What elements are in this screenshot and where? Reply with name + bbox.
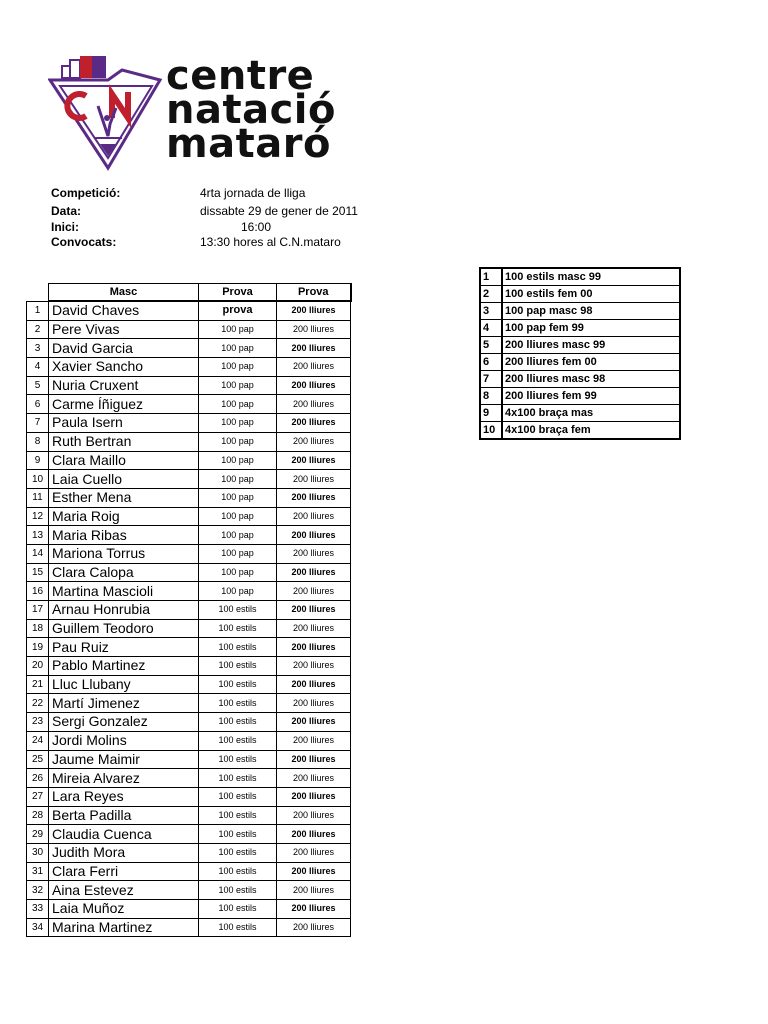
event-label: 4x100 braça mas [502,405,680,422]
swimmer-name: Pablo Martinez [49,657,199,676]
event-2: 200 lliures [277,488,351,507]
swimmer-name: Judith Mora [49,843,199,862]
row-number: 22 [27,694,49,713]
event-2: 200 lliures [277,526,351,545]
event-2: 200 lliures [277,563,351,582]
event-2: 200 lliures [277,619,351,638]
swimmer-name: Mireia Alvarez [49,769,199,788]
info-value: 4rta jornada de lliga [200,186,306,200]
row-number: 33 [27,900,49,919]
event-2: 200 lliures [277,694,351,713]
events-body [480,268,680,439]
table-row [27,638,351,657]
event-1: 100 pap [199,339,277,358]
event-row [480,303,680,320]
swimmer-name: Berta Padilla [49,806,199,825]
event-2: 200 lliures [277,787,351,806]
event-1: 100 estils [199,750,277,769]
event-label: 100 pap masc 98 [502,303,680,320]
event-number: 5 [480,337,502,354]
event-1: 100 estils [199,900,277,919]
row-number: 18 [27,619,49,638]
swimmer-name: David Chaves [49,301,199,320]
table-row [27,769,351,788]
roster-table [26,283,352,937]
logo-line-2: natació [166,87,336,133]
event-1: 100 pap [199,376,277,395]
event-number: 1 [480,268,502,286]
table-row [27,358,351,377]
info-label: Competició: [51,186,121,200]
event-1: 100 pap [199,563,277,582]
swimmer-name: Xavier Sancho [49,358,199,377]
table-row [27,694,351,713]
table-row [27,451,351,470]
event-2: 200 lliures [277,601,351,620]
table-row [27,657,351,676]
row-number: 34 [27,918,49,937]
event-2: 200 lliures [277,470,351,489]
event-1: 100 pap [199,451,277,470]
event-1: 100 pap [199,582,277,601]
event-2: 200 lliures [277,657,351,676]
row-number: 11 [27,488,49,507]
swimmer-name: Maria Ribas [49,526,199,545]
event-label: 200 lliures fem 99 [502,388,680,405]
table-row [27,432,351,451]
swimmer-name: Clara Ferri [49,862,199,881]
event-2: 200 lliures [277,806,351,825]
swimmer-name: Pere Vivas [49,320,199,339]
roster-body [27,301,351,937]
event-2: 200 lliures [277,395,351,414]
swimmer-name: Carme Íñiguez [49,395,199,414]
swimmer-name: Lara Reyes [49,787,199,806]
event-1: 100 estils [199,825,277,844]
table-row [27,301,351,320]
event-1: 100 pap [199,432,277,451]
info-label: Data: [51,204,82,218]
event-2: 200 lliures [277,507,351,526]
row-number: 8 [27,432,49,451]
event-label: 200 lliures masc 99 [502,337,680,354]
event-1: 100 estils [199,619,277,638]
event-1: 100 estils [199,769,277,788]
event-2: 200 lliures [277,825,351,844]
swimmer-name: Clara Calopa [49,563,199,582]
swimmer-name: Mariona Torrus [49,544,199,563]
table-row [27,806,351,825]
swimmer-name: Jordi Molins [49,731,199,750]
event-1: 100 estils [199,843,277,862]
event-2: 200 lliures [277,713,351,732]
swimmer-name: Esther Mena [49,488,199,507]
club-logo [48,52,164,177]
swimmer-name: Arnau Honrubia [49,601,199,620]
swimmer-name: Jaume Maimir [49,750,199,769]
row-number: 13 [27,526,49,545]
header-masc: Masc [49,284,199,302]
row-number: 17 [27,601,49,620]
event-2: 200 lliures [277,358,351,377]
event-1: 100 pap [199,470,277,489]
row-number: 15 [27,563,49,582]
table-row [27,582,351,601]
event-1: 100 estils [199,731,277,750]
row-number: 16 [27,582,49,601]
event-1: 100 estils [199,694,277,713]
info-value: 16:00 [241,220,272,234]
row-number: 30 [27,843,49,862]
row-number: 32 [27,881,49,900]
swimmer-name: Sergi Gonzalez [49,713,199,732]
event-row [480,268,680,286]
event-2: 200 lliures [277,544,351,563]
table-row [27,544,351,563]
event-1: 100 estils [199,601,277,620]
row-number: 7 [27,414,49,433]
table-row [27,825,351,844]
swimmer-name: Martina Mascioli [49,582,199,601]
swimmer-name: David Garcia [49,339,199,358]
event-1: 100 pap [199,358,277,377]
event-2: 200 lliures [277,750,351,769]
event-1: 100 pap [199,488,277,507]
swimmer-name: Pau Ruiz [49,638,199,657]
event-1: 100 estils [199,638,277,657]
event-2: 200 lliures [277,432,351,451]
event-number: 4 [480,320,502,337]
row-number: 4 [27,358,49,377]
event-1: prova [199,301,277,320]
event-1: 100 pap [199,414,277,433]
swimmer-name: Martí Jimenez [49,694,199,713]
row-number: 26 [27,769,49,788]
row-number: 31 [27,862,49,881]
event-label: 4x100 braça fem [502,422,680,440]
table-row [27,414,351,433]
event-1: 100 estils [199,787,277,806]
event-2: 200 lliures [277,301,351,320]
event-1: 100 estils [199,675,277,694]
table-row [27,526,351,545]
event-number: 9 [480,405,502,422]
event-2: 200 lliures [277,731,351,750]
row-number: 2 [27,320,49,339]
event-2: 200 lliures [277,339,351,358]
event-1: 100 pap [199,544,277,563]
table-row [27,339,351,358]
event-row [480,388,680,405]
events-table [479,267,681,440]
event-1: 100 estils [199,713,277,732]
row-number: 21 [27,675,49,694]
event-label: 100 estils fem 00 [502,286,680,303]
event-2: 200 lliures [277,881,351,900]
row-number: 29 [27,825,49,844]
row-number: 3 [27,339,49,358]
event-1: 100 pap [199,526,277,545]
event-2: 200 lliures [277,769,351,788]
event-2: 200 lliures [277,843,351,862]
swimmer-name: Aina Estevez [49,881,199,900]
event-number: 2 [480,286,502,303]
table-row [27,376,351,395]
table-row [27,488,351,507]
header-prova-2: Prova [277,284,351,302]
event-2: 200 lliures [277,582,351,601]
event-2: 200 lliures [277,376,351,395]
table-row [27,601,351,620]
event-number: 6 [480,354,502,371]
event-row [480,320,680,337]
swimmer-name: Marina Martinez [49,918,199,937]
row-number: 1 [27,301,49,320]
table-row [27,507,351,526]
table-row [27,395,351,414]
info-label: Inici: [51,220,80,234]
swimmer-name: Claudia Cuenca [49,825,199,844]
event-row [480,371,680,388]
logo-line-1: centre [166,53,315,99]
row-number: 27 [27,787,49,806]
event-2: 200 lliures [277,862,351,881]
event-2: 200 lliures [277,918,351,937]
header-blank [27,284,49,302]
event-1: 100 pap [199,320,277,339]
event-2: 200 lliures [277,414,351,433]
swimmer-name: Maria Roig [49,507,199,526]
row-number: 20 [27,657,49,676]
table-row [27,675,351,694]
event-number: 8 [480,388,502,405]
row-number: 10 [27,470,49,489]
row-number: 6 [27,395,49,414]
event-2: 200 lliures [277,675,351,694]
table-row [27,713,351,732]
event-row [480,286,680,303]
table-row [27,470,351,489]
table-row [27,843,351,862]
table-row [27,881,351,900]
header-prova-1: Prova [199,284,277,302]
club-crest-icon [48,52,164,172]
info-label: Convocats: [51,235,117,249]
logo-line-3: mataró [166,121,331,167]
swimmer-name: Lluc Llubany [49,675,199,694]
table-row [27,619,351,638]
table-row [27,787,351,806]
swimmer-name: Nuria Cruxent [49,376,199,395]
event-1: 100 estils [199,881,277,900]
row-number: 12 [27,507,49,526]
event-1: 100 estils [199,918,277,937]
info-value: dissabte 29 de gener de 2011 [200,204,358,218]
roster-header-row [27,284,351,302]
row-number: 25 [27,750,49,769]
event-label: 200 lliures masc 98 [502,371,680,388]
row-number: 28 [27,806,49,825]
event-row [480,354,680,371]
event-number: 7 [480,371,502,388]
event-1: 100 pap [199,395,277,414]
swimmer-name: Clara Maillo [49,451,199,470]
row-number: 9 [27,451,49,470]
event-label: 200 lliures fem 00 [502,354,680,371]
event-2: 200 lliures [277,900,351,919]
event-1: 100 estils [199,862,277,881]
event-2: 200 lliures [277,451,351,470]
event-number: 3 [480,303,502,320]
event-label: 100 pap fem 99 [502,320,680,337]
table-row [27,900,351,919]
swimmer-name: Laia Cuello [49,470,199,489]
table-row [27,320,351,339]
event-row [480,337,680,354]
table-row [27,862,351,881]
event-2: 200 lliures [277,320,351,339]
event-row [480,422,680,440]
event-1: 100 estils [199,657,277,676]
row-number: 23 [27,713,49,732]
event-1: 100 estils [199,806,277,825]
table-row [27,750,351,769]
table-row [27,563,351,582]
table-row [27,731,351,750]
row-number: 5 [27,376,49,395]
event-1: 100 pap [199,507,277,526]
swimmer-name: Guillem Teodoro [49,619,199,638]
event-number: 10 [480,422,502,440]
event-2: 200 lliures [277,638,351,657]
swimmer-name: Laia Muñoz [49,900,199,919]
event-row [480,405,680,422]
swimmer-name: Ruth Bertran [49,432,199,451]
swimmer-name: Paula Isern [49,414,199,433]
row-number: 14 [27,544,49,563]
row-number: 19 [27,638,49,657]
event-label: 100 estils masc 99 [502,268,680,286]
row-number: 24 [27,731,49,750]
info-value: 13:30 hores al C.N.mataro [200,235,341,249]
table-row [27,918,351,937]
